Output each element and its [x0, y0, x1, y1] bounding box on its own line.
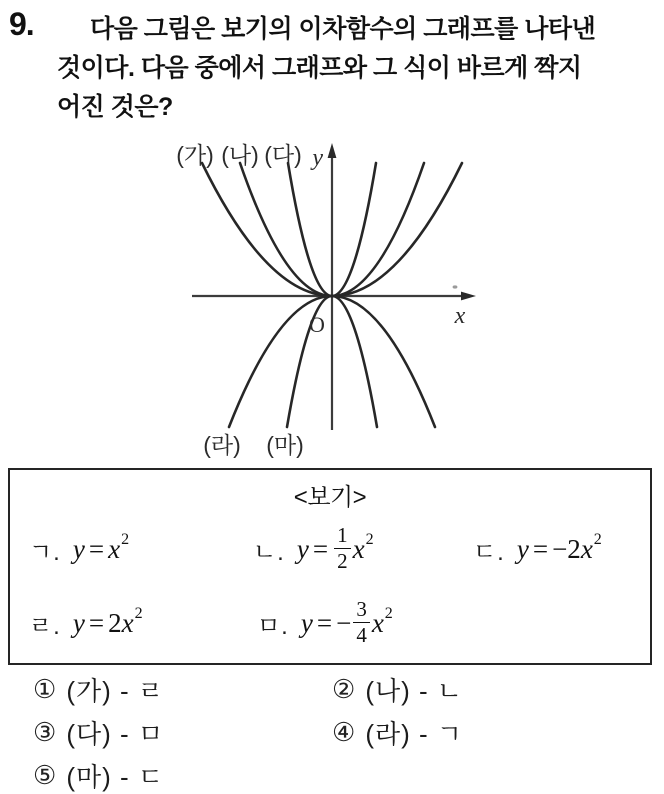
eq-equals: =: [312, 533, 329, 564]
eq-equals: =: [88, 607, 105, 638]
curve-label-da: (다): [264, 142, 302, 168]
bogi-item-5-label: ㅁ.: [257, 612, 289, 640]
bogi-item-4-equation: y = 2 x $^2$: [72, 605, 143, 638]
option-2-text: (나) - ㄴ: [365, 676, 463, 706]
eq-var: x: [108, 533, 121, 564]
y-axis-arrow-icon: [328, 143, 337, 158]
option-5-text: (마) - ㄷ: [66, 762, 164, 792]
bogi-item-1-equation: y = x $^2$: [72, 531, 130, 564]
eq-minus-sign: −: [336, 607, 352, 638]
option-1-text: (가) - ㄹ: [66, 676, 164, 706]
eq-fraction-denominator: 4: [356, 622, 367, 647]
option-2: [332, 671, 463, 708]
bogi-item-2-equation: y = $\frac{1}{2}$ x $^2$: [296, 522, 374, 573]
x-axis-arrow-icon: [461, 292, 476, 301]
option-1: [33, 671, 164, 708]
eq-lhs: y: [72, 607, 85, 638]
curve-label-ma: (마): [266, 432, 304, 458]
x-axis-label: x: [454, 303, 466, 329]
option-5: [33, 757, 164, 794]
question-text: [57, 10, 657, 127]
question-line-2: 것이다. 다음 중에서 그래프와 그 식이 바르게 짝지: [57, 54, 582, 82]
bogi-item-3-equation: y = −2 x $^2$: [516, 531, 602, 564]
eq-equals: =: [88, 533, 105, 564]
option-3-marker: ③: [33, 717, 57, 747]
eq-fraction-numerator: 1: [334, 524, 351, 549]
bogi-item-5: [257, 590, 392, 656]
bogi-item-1-label: ㄱ.: [29, 538, 61, 566]
option-3-text: (다) - ㅁ: [66, 719, 164, 749]
question-line-3: 어진 것은?: [57, 93, 173, 121]
question-number: 9.: [9, 6, 34, 42]
bogi-item-3: [473, 516, 601, 582]
eq-equals: =: [316, 607, 333, 638]
eq-fraction-denominator: 2: [337, 548, 348, 573]
eq-fraction: [353, 598, 370, 646]
origin-label: O: [309, 312, 325, 337]
option-4-marker: ④: [332, 717, 356, 747]
eq-coefficient: −2: [552, 533, 581, 564]
curve-label-na: (나): [221, 142, 259, 168]
curve-label-ga: (가): [176, 142, 214, 168]
eq-equals: =: [532, 533, 549, 564]
eq-lhs: y: [296, 533, 309, 564]
bogi-item-5-equation: y = − $\frac{3}{4}$ x $^2$: [300, 596, 393, 647]
bogi-title: <보기>: [293, 484, 367, 511]
bogi-item-3-label: ㄷ.: [473, 538, 505, 566]
eq-lhs: y: [300, 607, 313, 638]
eq-var: x: [371, 607, 384, 638]
bogi-item-4-label: ㄹ.: [29, 612, 61, 640]
bogi-item-2-label: ㄴ.: [253, 538, 285, 566]
y-axis-label: y: [312, 145, 323, 171]
scan-artifact-dot: [453, 285, 458, 288]
eq-fraction: [334, 524, 351, 572]
eq-coefficient: 2: [108, 607, 122, 638]
parabola-graph: [150, 130, 550, 460]
option-2-marker: ②: [332, 674, 356, 704]
bogi-item-4: [29, 590, 142, 656]
option-4: [332, 714, 463, 751]
bogi-item-2: [253, 516, 373, 582]
eq-var: x: [580, 533, 593, 564]
eq-var: x: [121, 607, 134, 638]
question-line-1: 다음 그림은 보기의 이차함수의 그래프를 나타낸: [90, 15, 596, 43]
eq-fraction-numerator: 3: [353, 598, 370, 623]
curve-label-ra: (라): [203, 432, 241, 458]
bogi-item-1: [29, 516, 128, 582]
bogi-box: [8, 468, 652, 665]
option-5-marker: ⑤: [33, 760, 57, 790]
option-1-marker: ①: [33, 674, 57, 704]
eq-var: x: [352, 533, 365, 564]
option-3: [33, 714, 164, 751]
option-4-text: (라) - ㄱ: [365, 719, 463, 749]
eq-lhs: y: [516, 533, 529, 564]
eq-lhs: y: [72, 533, 85, 564]
